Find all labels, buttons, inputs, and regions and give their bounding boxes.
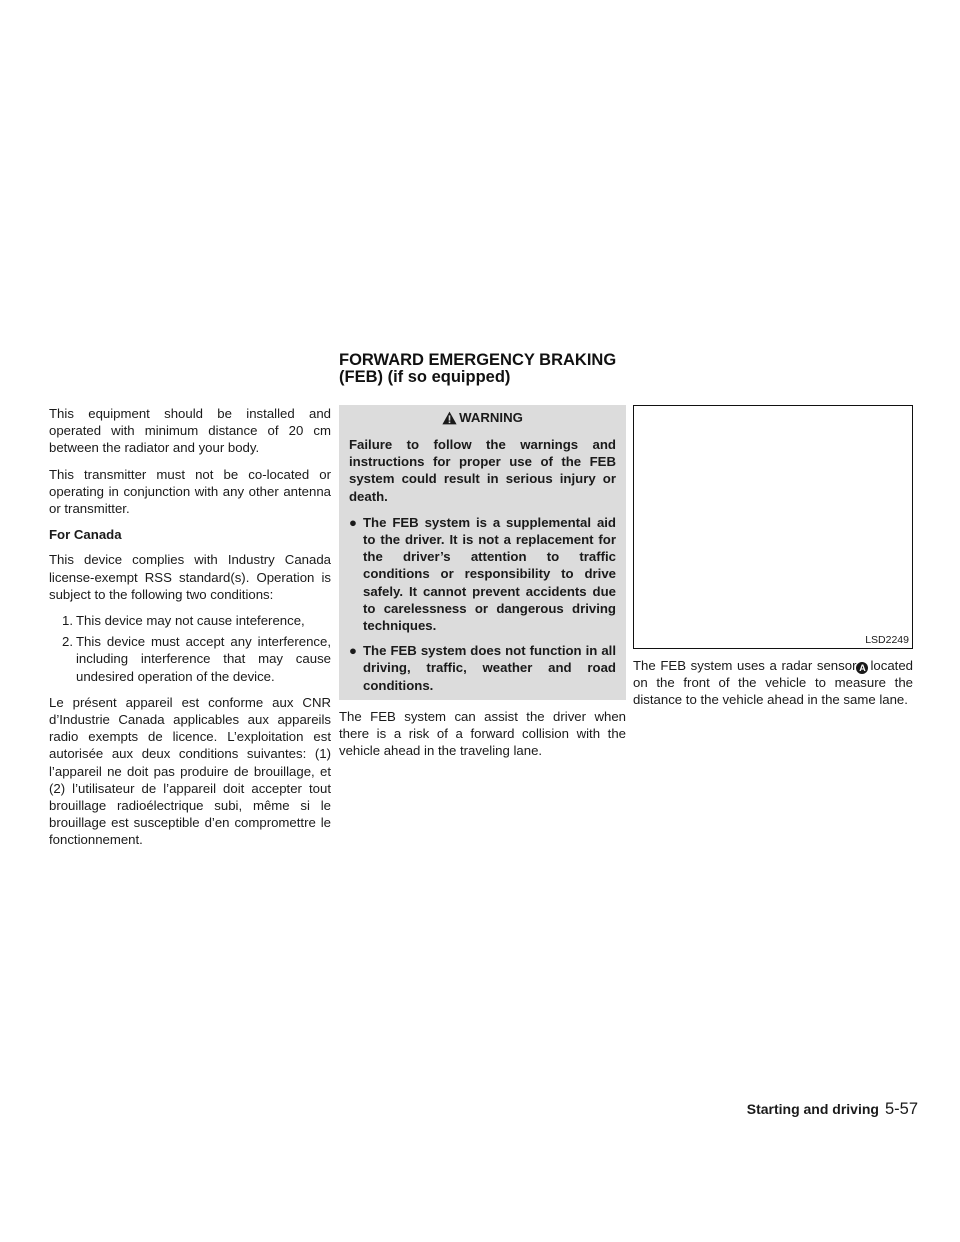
feb-assist-paragraph: The FEB system can assist the driver when there is a risk of a forward collision with the vehicle ahead in the traveling lane. <box>339 708 626 759</box>
bullet-icon: ● <box>349 643 357 659</box>
section-title-line2: (FEB) (if so equipped) <box>339 368 511 386</box>
french-notice-paragraph: Le présent appareil est conforme aux CNR d’Industrie Canada applicables aux appareils radio exempts de licence. L’exploitation est autorisée aux deux conditions suivantes: (1) l’appareil ne doit pas produire de brouillage, et (2) l’utilisateur de l’appareil doit accepter tout brouillage radioélectrique subi, même si le brouillage est susceptible d’en compromettre le fonctionnement. <box>49 694 331 848</box>
footer-section-name: Starting and driving <box>746 1101 879 1117</box>
warning-header <box>349 409 616 427</box>
callout-a-icon: A <box>856 662 868 674</box>
page-number: 5-57 <box>884 1100 918 1118</box>
radar-text-after: located on the front of the vehicle to measure the distance to the vehicle ahead in the same lane. <box>633 658 913 708</box>
section-title-line1: FORWARD EMERGENCY BRAKING <box>339 351 617 369</box>
radar-sensor-figure <box>633 405 913 649</box>
conditions-list <box>49 612 331 685</box>
list-item-number: 2. <box>62 634 73 650</box>
warning-item-text: The FEB system is a supplemental aid to the driver. It is not a replacement for the driver’s attention to traffic conditions or responsibility to drive safely. It cannot prevent accidents due to carelessness or dangerous driving techniques. <box>363 514 616 634</box>
section-heading <box>339 352 669 386</box>
for-canada-subheading: For Canada <box>49 527 122 543</box>
radar-sensor-paragraph <box>633 657 913 709</box>
list-item-text: This device may not cause inteference, <box>76 613 305 629</box>
list-item <box>349 514 616 634</box>
warning-triangle-icon <box>442 411 457 425</box>
list-item <box>49 612 331 629</box>
warning-item-text: The FEB system does not function in all driving, traffic, weather and road conditions. <box>363 643 616 693</box>
middle-column <box>339 405 626 768</box>
left-column <box>49 405 331 858</box>
install-distance-paragraph: This equipment should be installed and operated with minimum distance of 20 cm between the radiator and your body. <box>49 406 331 456</box>
warning-label: WARNING <box>459 410 523 425</box>
list-item <box>349 642 616 694</box>
list-item-number: 1. <box>62 613 73 629</box>
right-column <box>633 405 913 718</box>
warning-box <box>339 405 626 700</box>
radar-text-before: The FEB system uses a radar sensor <box>633 658 857 673</box>
warning-list <box>349 514 616 694</box>
list-item <box>49 633 331 685</box>
page-footer <box>733 1100 918 1124</box>
list-item-text: This device must accept any interference, including interference that may cause undesired operation of the device. <box>76 634 331 684</box>
bullet-icon: ● <box>349 514 357 530</box>
warning-intro: Failure to follow the warnings and instructions for proper use of the FEB system could result in serious injury or death. <box>349 437 616 504</box>
figure-id: LSD2249 <box>865 634 909 646</box>
co-location-paragraph: This transmitter must not be co-located or operating in conjunction with any other antenna or transmitter. <box>49 466 331 517</box>
industry-canada-paragraph: This device complies with Industry Canada license-exempt RSS standard(s). Operation is subject to the following two conditions: <box>49 552 331 602</box>
